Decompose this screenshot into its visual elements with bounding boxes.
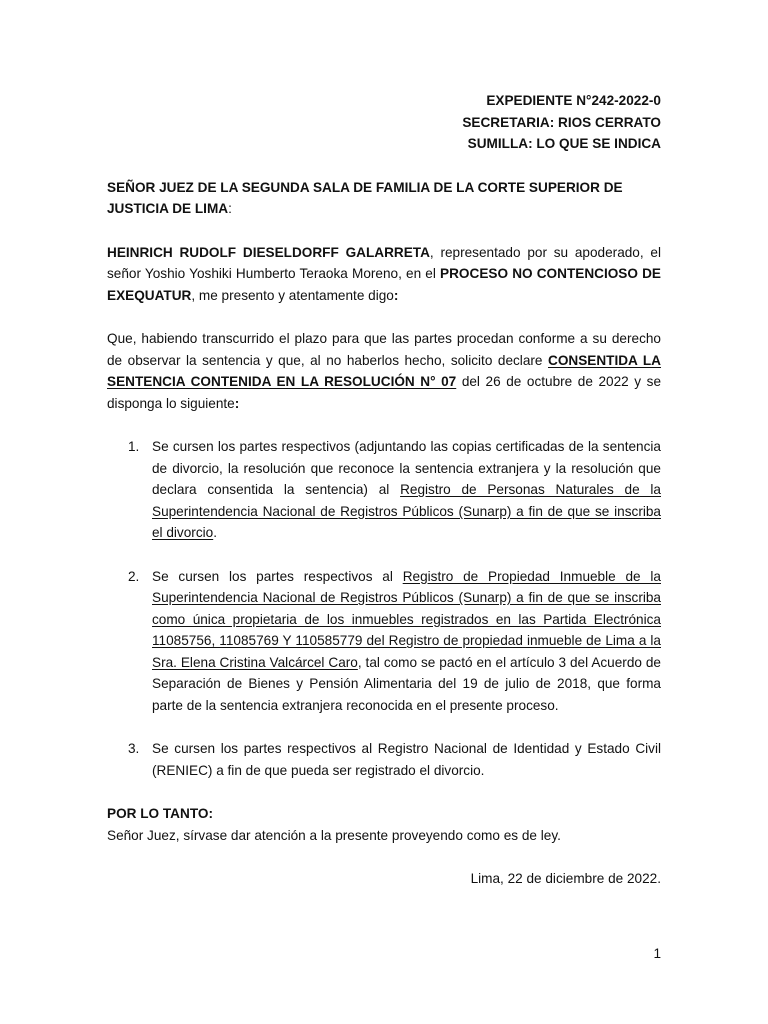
case-header: [107, 90, 661, 155]
addressee-paragraph: [107, 177, 661, 220]
item-text: [152, 566, 661, 717]
request-text-1: Que, habiendo transcurrido el plazo para que las partes procedan conforme a su derecho de observar la sentencia y que, al no haberlos hecho, solicito declare: [107, 331, 661, 368]
request-text-2: del 26 de octubre de 2022 y se disponga lo siguiente: [107, 374, 662, 411]
item-text-part: .: [213, 525, 217, 540]
process-name: PROCESO NO CONTENCIOSO DE EXEQUATUR: [107, 266, 661, 303]
intro-colon: :: [393, 287, 399, 303]
addressee-text: SEÑOR JUEZ DE LA SEGUNDA SALA DE FAMILIA DE LA CORTE SUPERIOR DE JUSTICIA DE LIMA: [107, 179, 623, 216]
page-number: 1: [653, 946, 661, 961]
por-lo-tanto-text: POR LO TANTO: [107, 806, 209, 821]
sumilla-line: SUMILLA: LO QUE SE INDICA: [467, 136, 661, 151]
item-number: 3.: [128, 741, 140, 756]
item-text-part: Se cursen los partes respectivos (adjuntando las copias certificadas de la sentencia de divorcio, la resolución que reconoce la sentencia extranjera y la resolución que declara consentida la sentencia) al: [152, 439, 661, 497]
item-text: [152, 436, 661, 544]
item-number: 1.: [128, 439, 140, 454]
por-lo-tanto-colon: :: [208, 806, 213, 821]
request-paragraph: [107, 328, 661, 414]
intro-paragraph: [107, 242, 661, 307]
list-item: [107, 436, 661, 544]
party-name: HEINRICH RUDOLF DIESELDORFF GALARRETA: [107, 244, 430, 260]
intro-text-1: , representado por su apoderado, el señor Yoshio Yoshiki Humberto Teraoka Moreno, en el: [107, 244, 662, 281]
request-items-list: [107, 436, 661, 781]
item-number: 2.: [128, 568, 140, 584]
expediente-line: EXPEDIENTE N°242-2022-0: [486, 93, 661, 108]
item-underlined-text: Registro de Personas Naturales de la Superintendencia Nacional de Registros Públicos (Sunarp) a fin de que se inscriba el divorcio: [152, 482, 661, 540]
item-text: [152, 738, 661, 781]
request-colon: :: [234, 395, 240, 411]
document-body: [107, 90, 661, 890]
item-underlined-text: Registro de Propiedad Inmueble de la Superintendencia Nacional de Registros Públicos (Sunarp) a fin de que se inscriba como única propietaria de los inmuebles registrados en las Partida Electrónica 11085756, 11085769 Y 110585779 del Registro de propiedad inmueble de Lima a la Sra. Elena Cristina Valcárcel Caro: [152, 568, 661, 670]
closing-text: Señor Juez, sírvase dar atención a la presente proveyendo como es de ley.: [107, 827, 561, 843]
document-date: Lima, 22 de diciembre de 2022.: [470, 871, 661, 886]
por-lo-tanto-heading: [107, 803, 661, 825]
consentida-resolution: CONSENTIDA LA SENTENCIA CONTENIDA EN LA RESOLUCIÓN N° 07: [107, 352, 662, 389]
item-text-part: Se cursen los partes respectivos al Registro Nacional de Identidad y Estado Civil (RENIEC) a fin de que pueda ser registrado el divorcio.: [152, 741, 661, 778]
secretaria-line: SECRETARIA: RIOS CERRATO: [462, 114, 661, 130]
intro-text-2: , me presento y atentamente digo: [191, 287, 394, 303]
addressee-colon: :: [228, 201, 232, 216]
item-text-part: Se cursen los partes respectivos al: [152, 568, 403, 584]
item-text-part: , tal como se pactó en el artículo 3 del Acuerdo de Separación de Bienes y Pensión Alimentaria del 19 de julio de 2018, que forma parte de la sentencia extranjera reconocida en el presente proceso.: [152, 654, 661, 713]
list-item: [107, 566, 661, 717]
list-item: [107, 738, 661, 781]
